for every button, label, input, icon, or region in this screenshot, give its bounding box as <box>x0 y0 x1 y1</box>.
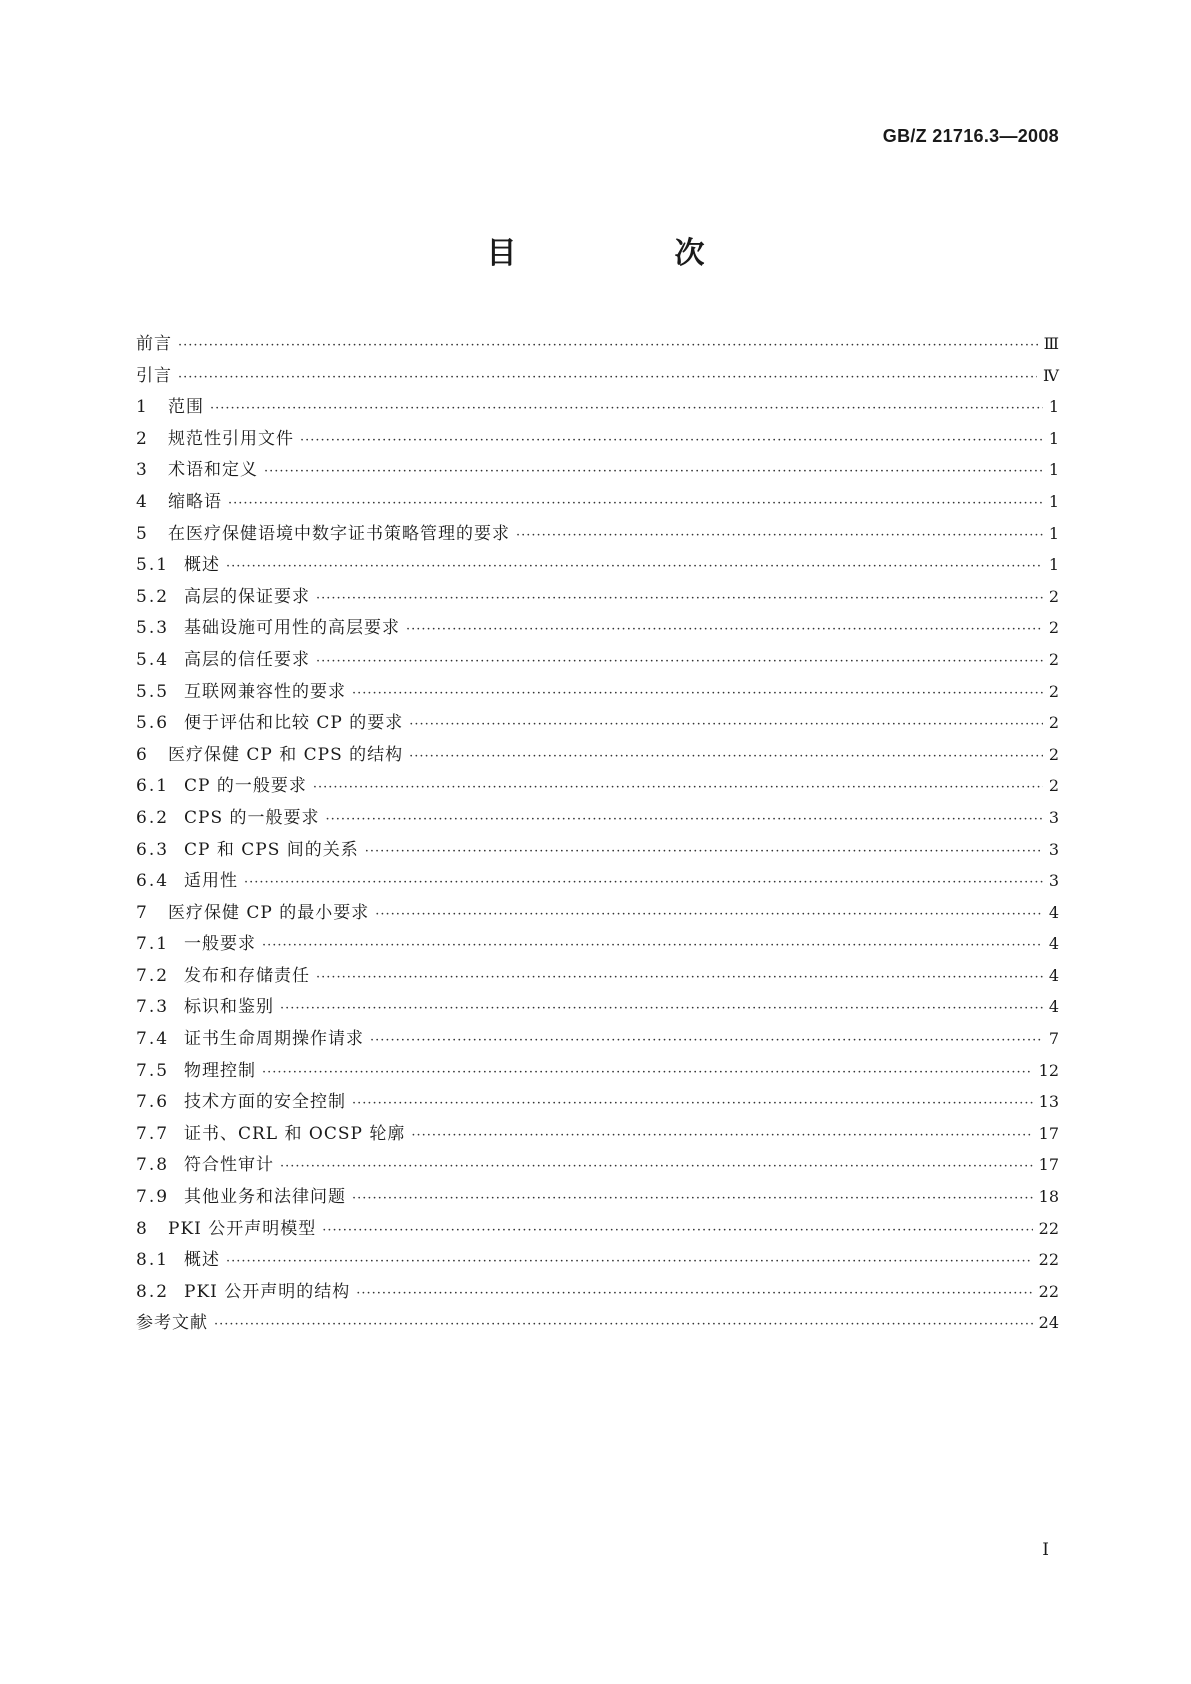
toc-dot-leader <box>326 812 1043 827</box>
toc-entry-number: 7.7 <box>136 1123 170 1144</box>
toc-entry[interactable] <box>136 1214 1059 1246</box>
toc-entry-title: PKI 公开声明模型 <box>168 1218 317 1239</box>
toc-entry-title: 范围 <box>168 397 204 418</box>
toc-entry-number: 6.3 <box>136 839 170 860</box>
toc-dot-leader <box>406 622 1043 637</box>
toc-entry-page: 1 <box>1048 397 1059 417</box>
toc-entry-title: 术语和定义 <box>168 460 258 481</box>
toc-entry-page: 22 <box>1038 1250 1059 1270</box>
toc-entry-title: 技术方面的安全控制 <box>184 1092 346 1113</box>
toc-entry-number: 7.4 <box>136 1029 170 1050</box>
toc-dot-leader <box>262 938 1043 953</box>
toc-entry[interactable] <box>136 1024 1059 1056</box>
toc-entry[interactable] <box>136 582 1059 614</box>
toc-entry-number: 7.9 <box>136 1187 170 1208</box>
toc-entry-title: 标识和鉴别 <box>184 997 274 1018</box>
toc-entry-title: 概述 <box>184 555 220 576</box>
toc-dot-leader <box>316 970 1043 985</box>
toc-dot-leader <box>280 1159 1033 1174</box>
page-number: I <box>1042 1540 1049 1560</box>
toc-entry-page: 3 <box>1048 807 1059 827</box>
toc-entry[interactable] <box>136 708 1059 740</box>
toc-entry-title: 发布和存储责任 <box>184 965 310 986</box>
toc-entry-page: 24 <box>1038 1313 1059 1333</box>
toc-entry-title: 物理控制 <box>184 1060 256 1081</box>
toc-dot-leader <box>280 1001 1043 1016</box>
toc-entry-title: 高层的保证要求 <box>184 586 310 607</box>
toc-entry-title: PKI 公开声明的结构 <box>184 1281 351 1302</box>
toc-entry-number: 8 <box>136 1218 149 1239</box>
toc-entry[interactable] <box>136 1119 1059 1151</box>
toc-entry-number: 5.1 <box>136 555 170 576</box>
toc-entry-title: 证书、CRL 和 OCSP 轮廓 <box>184 1123 406 1144</box>
toc-entry-page: 22 <box>1038 1218 1059 1238</box>
toc-dot-leader <box>316 654 1043 669</box>
toc-entry-title: 规范性引用文件 <box>168 428 294 449</box>
toc-entry-number: 5.4 <box>136 649 170 670</box>
toc-entry-title: 在医疗保健语境中数字证书策略管理的要求 <box>168 523 510 544</box>
toc-entry-page: 1 <box>1048 460 1059 480</box>
toc-entry[interactable] <box>136 361 1059 393</box>
toc-entry[interactable] <box>136 392 1059 424</box>
toc-dot-leader <box>352 1191 1033 1206</box>
toc-entry-page: Ⅲ <box>1043 334 1059 353</box>
toc-dot-leader <box>356 1286 1032 1301</box>
toc-entry[interactable] <box>136 898 1059 930</box>
toc-entry[interactable] <box>136 677 1059 709</box>
toc-entry-title: 前言 <box>136 334 172 354</box>
toc-dot-leader <box>178 370 1037 385</box>
toc-entry[interactable] <box>136 487 1059 519</box>
toc-entry-number: 2 <box>136 428 149 449</box>
toc-entry-number: 7.8 <box>136 1155 170 1176</box>
toc-entry-title: CP 和 CPS 间的关系 <box>184 839 359 860</box>
toc-dot-leader <box>352 686 1043 701</box>
toc-entry[interactable] <box>136 1056 1059 1088</box>
toc-dot-leader <box>214 1317 1033 1332</box>
document-id: GB/Z 21716.3—2008 <box>882 126 1059 146</box>
toc-dot-leader <box>226 1254 1033 1269</box>
toc-dot-leader <box>375 907 1043 922</box>
toc-dot-leader <box>516 528 1043 543</box>
toc-dot-leader <box>322 1223 1032 1238</box>
toc-entry-page: 4 <box>1048 902 1059 922</box>
toc-entry-page: 1 <box>1048 428 1059 448</box>
toc-entry-number: 7 <box>136 902 149 923</box>
toc-entry-number: 6.1 <box>136 776 170 797</box>
toc-entry[interactable] <box>136 929 1059 961</box>
toc-entry[interactable] <box>136 550 1059 582</box>
toc-entry-title: 高层的信任要求 <box>184 649 310 670</box>
toc-entry[interactable] <box>136 771 1059 803</box>
toc-entry-page: 2 <box>1048 649 1059 669</box>
toc-entry-page: 2 <box>1048 618 1059 638</box>
toc-entry-number: 7.6 <box>136 1092 170 1113</box>
toc-entry-page: 17 <box>1038 1155 1059 1175</box>
toc-dot-leader <box>226 559 1043 574</box>
toc-entry-number: 8.2 <box>136 1281 170 1302</box>
toc-entry-title: 缩略语 <box>168 491 222 512</box>
toc-entry-title: 参考文献 <box>136 1313 208 1334</box>
toc-dot-leader <box>210 401 1043 416</box>
toc-entry-number: 5.6 <box>136 713 170 734</box>
toc-entry[interactable] <box>136 1182 1059 1214</box>
toc-entry-page: 18 <box>1038 1187 1059 1207</box>
toc-entry-title: 证书生命周期操作请求 <box>184 1029 364 1050</box>
toc-entry-title: 一般要求 <box>184 934 256 955</box>
toc-entry-title: 便于评估和比较 CP 的要求 <box>184 713 404 734</box>
toc-entry-page: 13 <box>1038 1092 1059 1112</box>
toc-entry-title: 其他业务和法律问题 <box>184 1187 346 1208</box>
toc-dot-leader <box>264 464 1043 479</box>
toc-entry[interactable] <box>136 803 1059 835</box>
toc-dot-leader <box>300 433 1043 448</box>
toc-entry-page: 1 <box>1048 555 1059 575</box>
toc-entry-number: 6.4 <box>136 871 170 892</box>
table-of-contents <box>136 329 1059 1340</box>
toc-entry[interactable] <box>136 835 1059 867</box>
toc-entry-title: CP 的一般要求 <box>184 776 307 797</box>
toc-entry-page: 1 <box>1048 523 1059 543</box>
toc-entry[interactable] <box>136 1150 1059 1182</box>
toc-entry-number: 3 <box>136 460 149 481</box>
toc-entry-page: 3 <box>1048 839 1059 859</box>
toc-entry[interactable] <box>136 1245 1059 1277</box>
toc-entry-page: 2 <box>1048 681 1059 701</box>
toc-entry-page: 1 <box>1048 491 1059 511</box>
toc-entry-page: 2 <box>1048 776 1059 796</box>
toc-dot-leader <box>316 591 1043 606</box>
toc-entry-page: 2 <box>1048 586 1059 606</box>
toc-entry-title: 引言 <box>136 365 172 386</box>
toc-entry-title: 医疗保健 CP 的最小要求 <box>168 902 370 923</box>
toc-entry-number: 4 <box>136 491 149 512</box>
toc-entry-title: 互联网兼容性的要求 <box>184 681 346 702</box>
toc-entry-title: 适用性 <box>184 871 238 892</box>
toc-entry-number: 7.1 <box>136 934 170 955</box>
toc-dot-leader <box>262 1065 1033 1080</box>
toc-entry-page: 2 <box>1048 713 1059 733</box>
toc-dot-leader <box>409 717 1043 732</box>
toc-dot-leader <box>352 1096 1033 1111</box>
toc-entry-number: 1 <box>136 397 149 418</box>
toc-entry-number: 6 <box>136 744 149 765</box>
toc-entry-title: 概述 <box>184 1250 220 1271</box>
toc-entry-title: CPS 的一般要求 <box>184 807 320 828</box>
toc-entry[interactable] <box>136 424 1059 456</box>
toc-entry-page: 22 <box>1038 1281 1059 1301</box>
toc-entry-number: 7.3 <box>136 997 170 1018</box>
toc-entry-title: 基础设施可用性的高层要求 <box>184 618 400 639</box>
toc-entry[interactable] <box>136 866 1059 898</box>
toc-entry[interactable] <box>136 519 1059 551</box>
toc-entry-page: 4 <box>1048 997 1059 1017</box>
toc-entry-page: 2 <box>1048 744 1059 764</box>
toc-entry[interactable] <box>136 329 1059 361</box>
toc-entry-title: 医疗保健 CP 和 CPS 的结构 <box>168 744 404 765</box>
toc-entry[interactable] <box>136 645 1059 677</box>
toc-entry-number: 7.5 <box>136 1060 170 1081</box>
toc-entry[interactable] <box>136 1308 1059 1340</box>
toc-entry-number: 7.2 <box>136 965 170 986</box>
toc-entry[interactable] <box>136 740 1059 772</box>
toc-entry-title: 符合性审计 <box>184 1155 274 1176</box>
toc-entry-page: Ⅳ <box>1043 365 1059 385</box>
toc-dot-leader <box>228 496 1043 511</box>
toc-entry-page: 12 <box>1038 1060 1059 1080</box>
toc-entry-page: 4 <box>1048 934 1059 954</box>
toc-entry-number: 6.2 <box>136 807 170 828</box>
toc-dot-leader <box>365 844 1043 859</box>
toc-dot-leader <box>313 780 1043 795</box>
toc-dot-leader <box>370 1033 1043 1048</box>
toc-dot-leader <box>411 1128 1032 1143</box>
toc-dot-leader <box>409 749 1043 764</box>
toc-entry-number: 5.5 <box>136 681 170 702</box>
toc-heading: 目 次 <box>486 236 769 271</box>
toc-entry-number: 8.1 <box>136 1250 170 1271</box>
toc-entry-number: 5.3 <box>136 618 170 639</box>
toc-entry-page: 4 <box>1048 965 1059 985</box>
toc-entry[interactable] <box>136 455 1059 487</box>
toc-entry-number: 5 <box>136 523 149 544</box>
toc-entry[interactable] <box>136 992 1059 1024</box>
toc-dot-leader <box>178 338 1038 353</box>
toc-entry-page: 3 <box>1048 871 1059 891</box>
toc-entry-page: 17 <box>1038 1123 1059 1143</box>
toc-entry-page: 7 <box>1048 1029 1059 1049</box>
toc-entry-number: 5.2 <box>136 586 170 607</box>
toc-dot-leader <box>244 875 1043 890</box>
toc-entry[interactable] <box>136 1087 1059 1119</box>
toc-entry[interactable] <box>136 613 1059 645</box>
toc-entry[interactable] <box>136 961 1059 993</box>
toc-entry[interactable] <box>136 1277 1059 1309</box>
